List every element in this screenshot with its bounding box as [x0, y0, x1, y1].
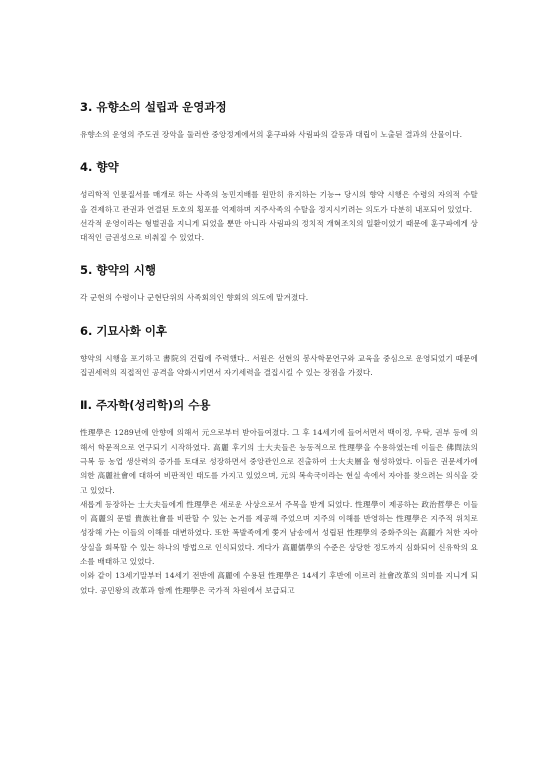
- paragraph: 性理學은 1289년에 안향에 의해서 元으로부터 받아들여졌다. 그 후 14세기에 들어서면서 백이정, 우탁, 권부 등에 의해서 학문적으로 연구되기 시작하였다. 高麗 후기의 士大夫들은 능동적으로 性理學을 수용하였는데 이들은 佛問法의 극복 등 농업 생산력의 증가를 토대로 성장하면서 중앙관인으로 진출하여 士大夫層을 형성하였다. 이들은 권문세가에 의한 高麗社會에 대하여 비판적인 태도를 가지고 있었으며, 元의 복속국이라는 현실 속에서 자아를 찾으려는 의식을 갖고 있었다.: [80, 428, 478, 495]
- paragraph: 새롭게 등장하는 士大夫들에게 性理學은 새로운 사상으로서 주목을 받게 되었다. 性理學이 제공하는 政治哲學은 이들이 高麗의 문벌 貴族社會를 비판할 수 있는 논거를 제공해 주었으며 지주의 이해를 반영하는 性理學은 지주적 위치로 성장해 가는 이들의 이해를 대변하였다. 또한 폭발족에게 쫓겨 남송에서 성립된 性理學의 중화주의는 高麗가 처한 자아상실을 회복할 수 있는 하나의 방법으로 인식되었다. 게다가 高麗儒學의 수준은 상당한 정도까지 심화되어 신유학의 요소를 배태하고 있었다.: [80, 499, 478, 567]
- paragraph: 선각적 운영이라는 형벌권을 지니게 되었을 뿐만 아니라 사림파의 정치적 개혁조치의 일환이었기 때문에 훈구파에게 상대적인 금권성으로 비춰질 수 있었다.: [80, 218, 478, 243]
- section-4-hyangyak: [80, 160, 478, 245]
- paragraph: 이와 같이 13세기말부터 14세기 전반에 高麗에 수용된 性理學은 14세기 후반에 이르러 社會改革의 의미를 지니게 되었다. 공민왕의 改革과 함께 性理學은 국가적 차원에서 보급되고: [80, 571, 478, 595]
- section-heading: Ⅱ. 주자학(성리학)의 수용: [80, 398, 211, 413]
- section-5-hyangyak-implementation: [80, 263, 478, 305]
- document-body: [80, 100, 478, 612]
- section-heading: 6. 기묘사화 이후: [80, 323, 168, 338]
- section-heading: 3. 유향소의 설립과 운영과정: [80, 100, 227, 114]
- section-heading: 5. 향약의 시행: [80, 263, 156, 278]
- section-ii-neo-confucianism: [80, 398, 478, 598]
- paragraph: 각 군현의 수령이나 군현단위의 사족회의인 향회의 의도에 맡겨졌다.: [80, 293, 309, 303]
- paragraph: 향약의 시행을 포기하고 書院의 건립에 주력했다.. 서원은 선현의 봉사학문연구와 교육을 중심으로 운영되었기 때문에 집권세력의 직접적인 공격을 약화시키면서 자기세력을 결집시킬 수 있는 장점을 가졌다.: [80, 353, 478, 378]
- section-3-yuhyangso: [80, 100, 478, 142]
- paragraph: 성리학적 인륜질서를 매개로 하는 사족의 농민지배를 원만히 유지하는 기능→ 당시의 향약 시행은 수령의 자의적 수탈을 견제하고 관권과 연결된 토호의 횡포를 억제하며 지주사족의 수탈을 정지시키려는 의도가 다분히 내포되어 있었다.: [80, 190, 478, 214]
- paragraph: 유향소의 운영의 주도권 장악을 둘러싼 중앙정계에서의 훈구파와 사림파의 갈등과 대립이 노출된 결과의 산물이다.: [80, 130, 463, 139]
- section-6-after-gimyo-sahwa: [80, 324, 478, 381]
- section-heading: 4. 향약: [80, 160, 119, 175]
